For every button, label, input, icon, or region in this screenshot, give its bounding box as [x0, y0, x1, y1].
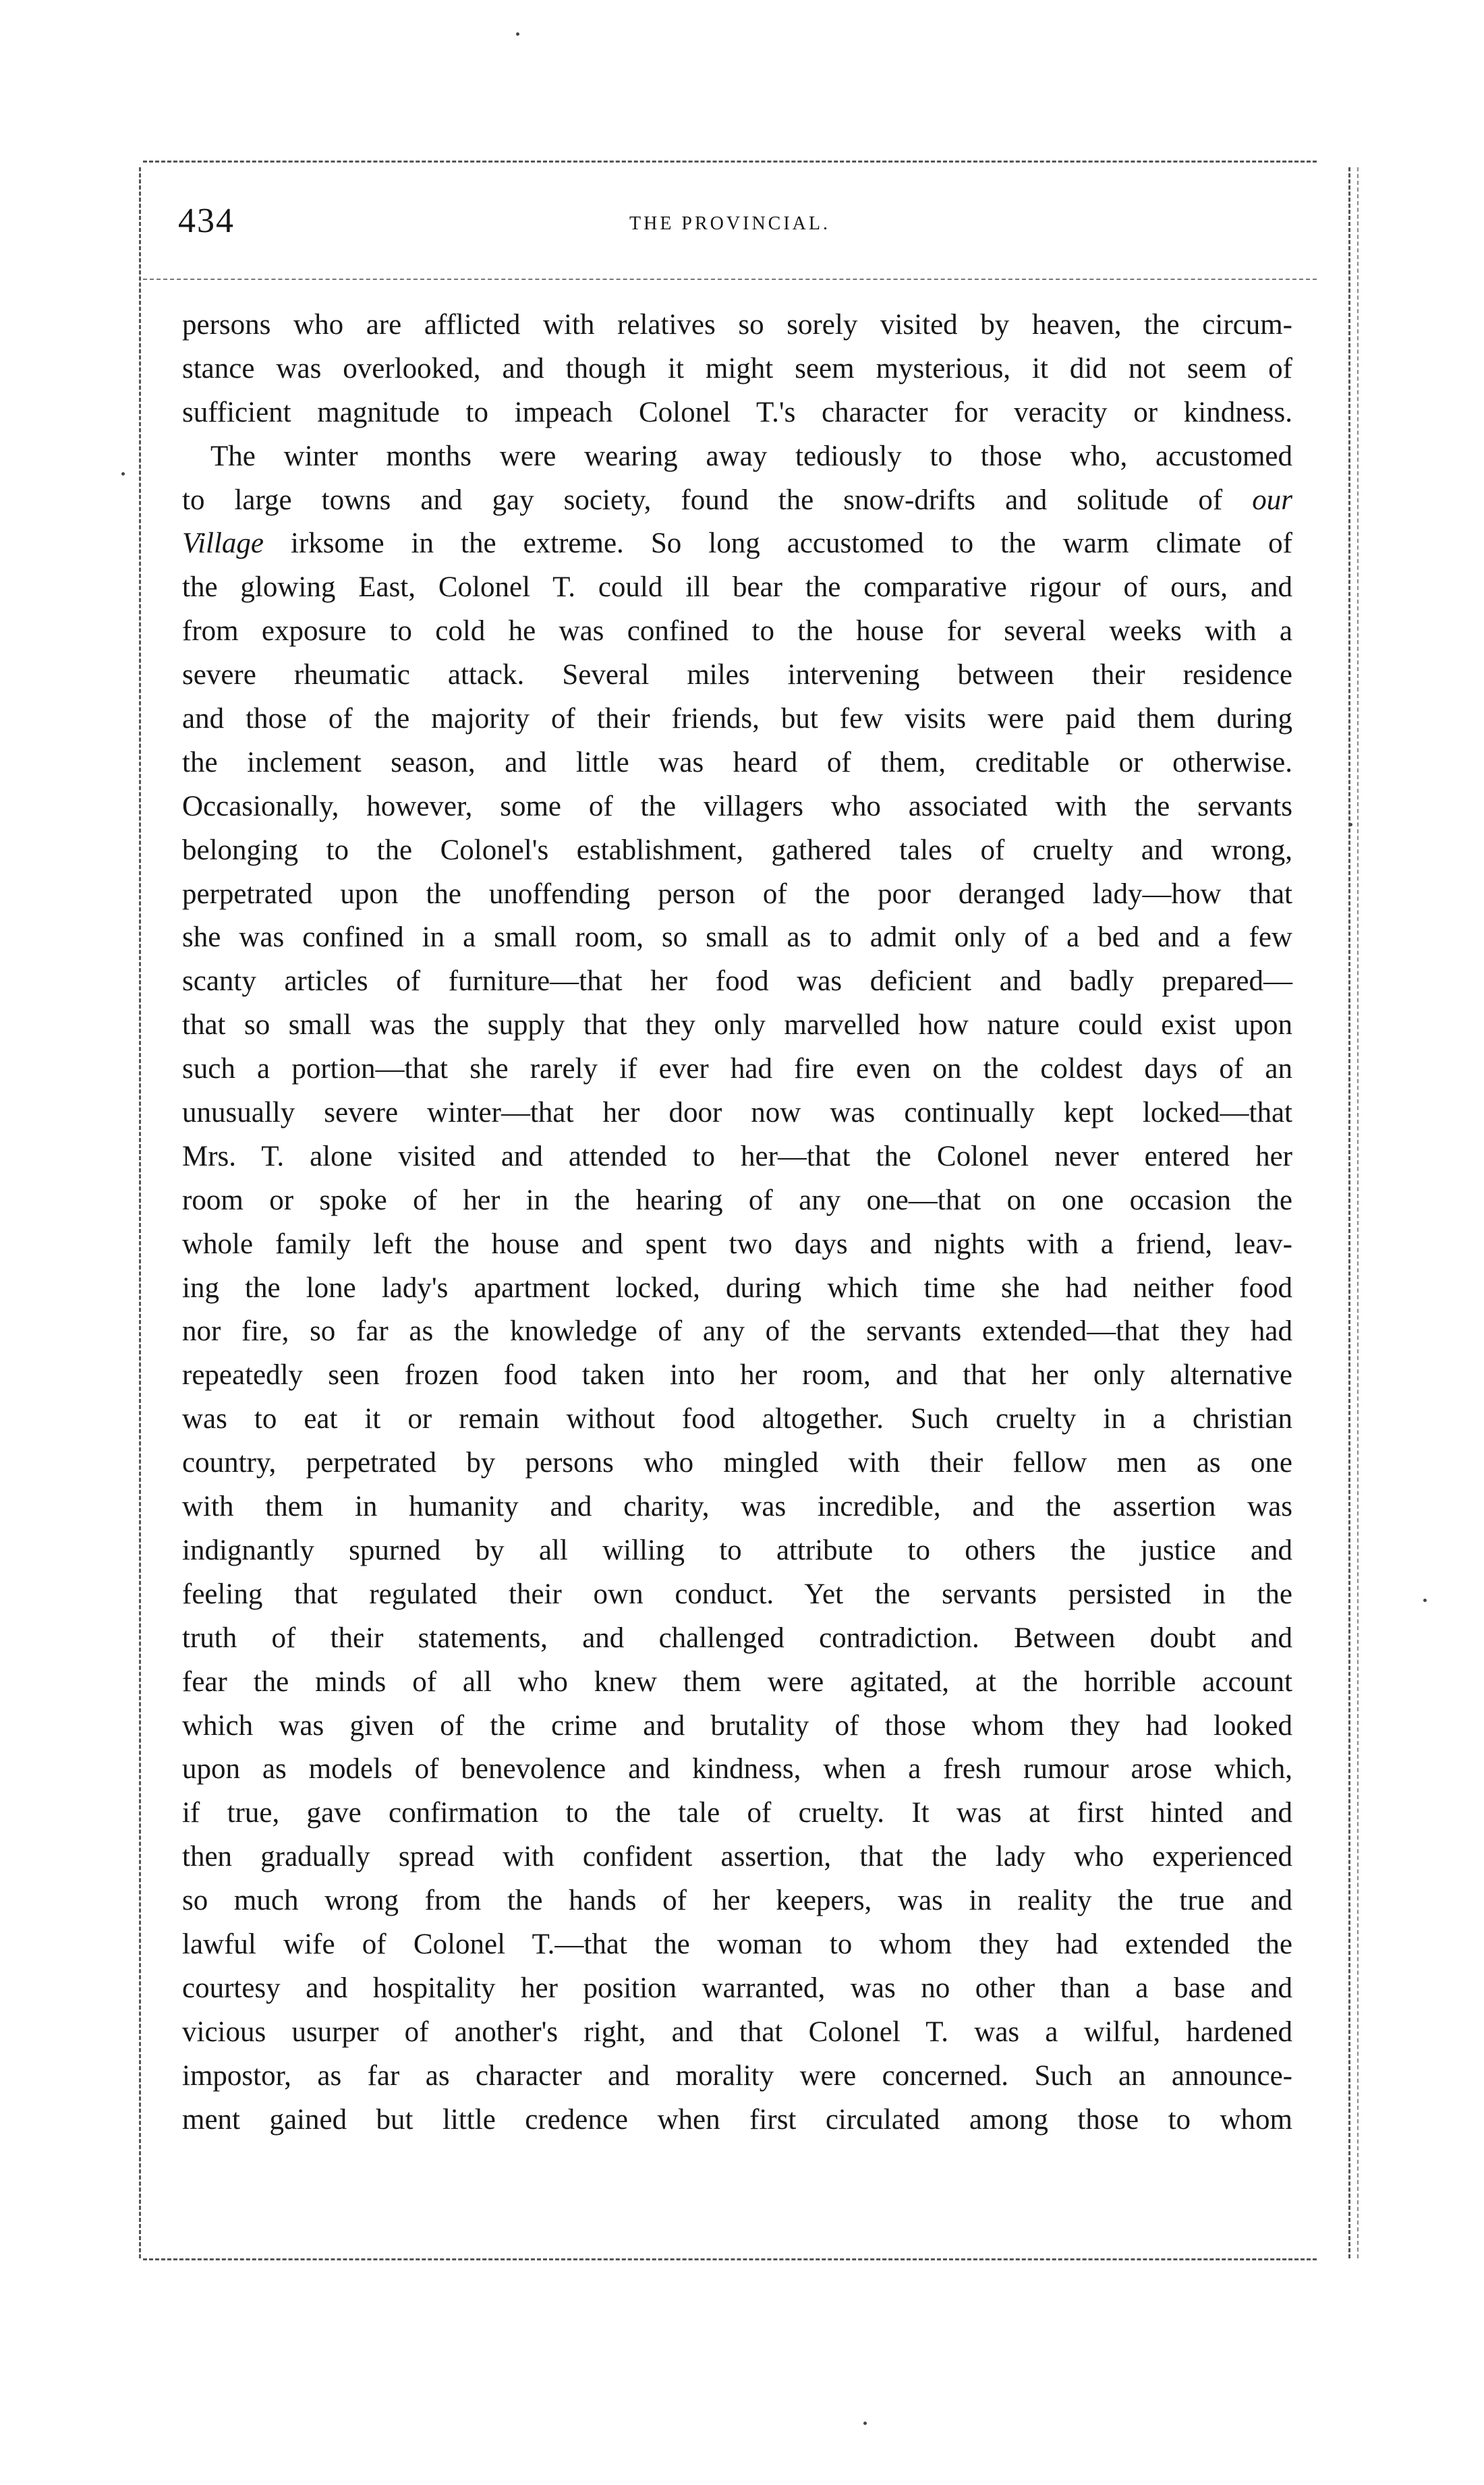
header-rule: [143, 279, 1317, 280]
text-line-with-italic: [182, 479, 1292, 523]
top-border-rule: [143, 161, 1317, 163]
text-line: she was confined in a small room, so small as to admit only of a bed and a few: [182, 921, 1292, 954]
text-line: The winter months were wearing away tediously to those who, accustomed: [210, 440, 1292, 472]
text-line: courtesy and hospitality her position warranted, was no other than a base and: [182, 1972, 1292, 2004]
right-outer-border-rule: [1357, 167, 1359, 2258]
text-line: indignantly spurned by all willing to attribute to others the justice and: [182, 1534, 1292, 1566]
text-line: ment gained but little credence when first circulated among those to whom: [182, 2103, 1292, 2136]
text-line: severe rheumatic attack. Several miles intervening between their residence: [182, 659, 1292, 691]
text-line: from exposure to cold he was confined to the house for several weeks with a: [182, 615, 1292, 648]
text-line: nor fire, so far as the knowledge of any of the servants extended—that they had: [182, 1315, 1292, 1348]
scan-speck: [863, 2422, 867, 2425]
text-line: persons who are afflicted with relatives so sorely visited by heaven, the circum-: [182, 309, 1292, 341]
text-line: so much wrong from the hands of her keepers, was in reality the true and: [182, 1885, 1292, 1917]
text-line: perpetrated upon the unoffending person of the poor deranged lady—how that: [182, 878, 1292, 910]
text-line: then gradually spread with confident assertion, that the lady who experienced: [182, 1841, 1292, 1873]
text-line: fear the minds of all who knew them were agitated, at the horrible account: [182, 1665, 1292, 1698]
scan-speck: [121, 472, 125, 476]
text-line: such a portion—that she rarely if ever had fire even on the coldest days of an: [182, 1053, 1292, 1085]
text-line: impostor, as far as character and morality were concerned. Such an announce-: [182, 2059, 1292, 2092]
text-line: whole family left the house and spent two days and nights with a friend, leav-: [182, 1228, 1292, 1260]
text-line: truth of their statements, and challenged contradiction. Between doubt and: [182, 1622, 1292, 1654]
text-line: if true, gave confirmation to the tale of cruelty. It was at first hinted and: [182, 1797, 1292, 1829]
text-line: the inclement season, and little was heard of them, creditable or otherwise.: [182, 746, 1292, 778]
text-line: lawful wife of Colonel T.—that the woman to whom they had extended the: [182, 1928, 1292, 1960]
text-line: that so small was the supply that they only marvelled how nature could exist upon: [182, 1009, 1292, 1041]
text-line: and those of the majority of their friends, but few visits were paid them during: [182, 703, 1292, 735]
scan-speck: [1423, 1599, 1427, 1602]
text-line: was to eat it or remain without food altogether. Such cruelty in a christian: [182, 1403, 1292, 1435]
text-line: country, perpetrated by persons who mingled with their fellow men as one: [182, 1447, 1292, 1479]
text-line: Occasionally, however, some of the villagers who associated with the servants: [182, 790, 1292, 822]
page-frame: [143, 161, 1317, 2272]
text-line: Mrs. T. alone visited and attended to her—that the Colonel never entered her: [182, 1140, 1292, 1172]
text-line: ing the lone lady's apartment locked, during which time she had neither food: [182, 1272, 1292, 1304]
left-border-rule: [139, 167, 141, 2258]
scan-speck: [516, 32, 519, 36]
page-number: 434: [178, 202, 235, 240]
text-line: upon as models of benevolence and kindness, when a fresh rumour arose which,: [182, 1753, 1292, 1786]
text-line: room or spoke of her in the hearing of any one—that on one occasion the: [182, 1184, 1292, 1216]
text-line: the glowing East, Colonel T. could ill bear the comparative rigour of ours, and: [182, 571, 1292, 604]
text-line: unusually severe winter—that her door now was continually kept locked—that: [182, 1097, 1292, 1129]
text-line: belonging to the Colonel's establishment, gathered tales of cruelty and wrong,: [182, 834, 1292, 866]
text-line: vicious usurper of another's right, and that Colonel T. was a wilful, hardened: [182, 2016, 1292, 2048]
text-line: repeatedly seen frozen food taken into her room, and that her only alternative: [182, 1359, 1292, 1392]
body-text: [182, 304, 1292, 2142]
italic-word: Village: [182, 527, 264, 560]
text-line: which was given of the crime and brutality of those whom they had looked: [182, 1709, 1292, 1742]
scan-speck: [1349, 823, 1352, 826]
text-line: feeling that regulated their own conduct. Yet the servants persisted in the: [182, 1578, 1292, 1610]
bottom-border-rule: [143, 2258, 1317, 2260]
right-border-rule: [1348, 167, 1350, 2258]
text-fragment: irksome in the extreme. So long accustomed to the warm climate of: [291, 527, 1292, 560]
text-fragment: to large towns and gay society, found the snow-drifts and solitude of: [182, 484, 1223, 516]
text-line: scanty articles of furniture—that her food was deficient and badly prepared—: [182, 965, 1292, 998]
running-head: [143, 201, 1317, 262]
text-line: with them in humanity and charity, was incredible, and the assertion was: [182, 1491, 1292, 1523]
text-line-with-italic: [182, 522, 1292, 566]
running-title: THE PROVINCIAL.: [629, 213, 830, 234]
text-line: sufficient magnitude to impeach Colonel T.'s character for veracity or kindness.: [182, 396, 1292, 428]
text-line: stance was overlooked, and though it might seem mysterious, it did not seem of: [182, 352, 1292, 384]
italic-word: our: [1252, 484, 1293, 516]
